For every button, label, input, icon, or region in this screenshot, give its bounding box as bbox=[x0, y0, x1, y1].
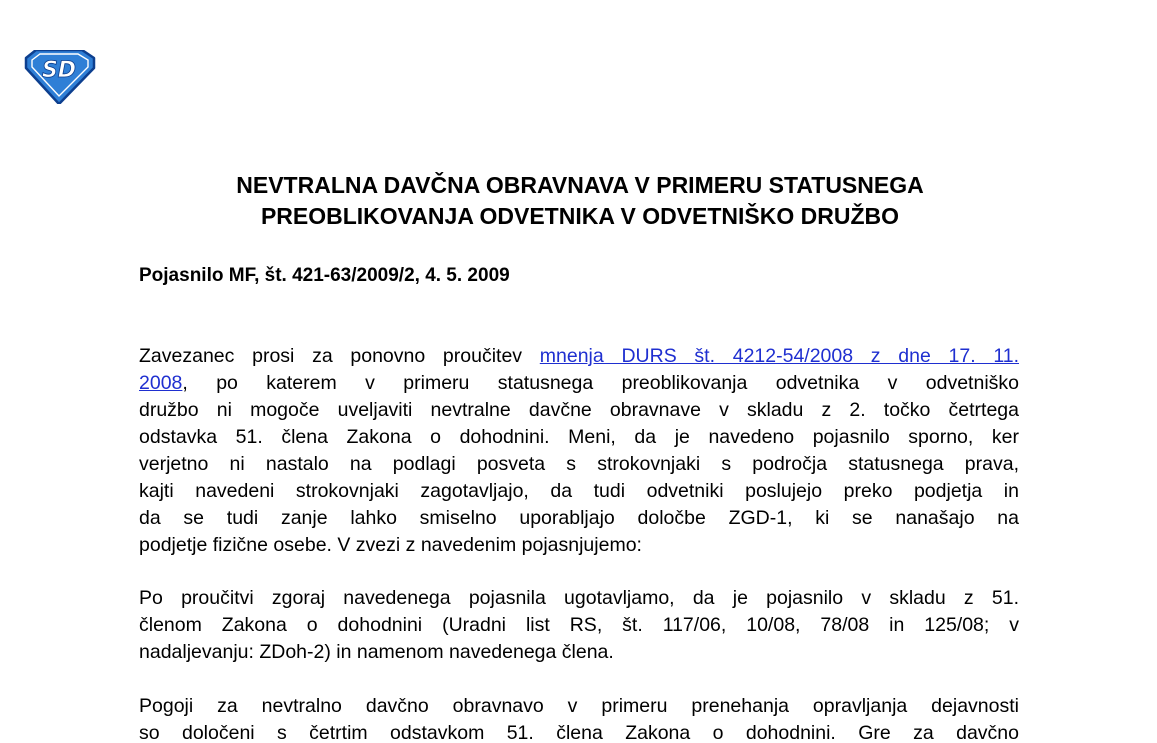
paragraph-line: odstavka 51. člena Zakona o dohodnini. Meni, da je navedeno pojasnilo sporno, ker bbox=[139, 426, 1019, 448]
paragraph-2 bbox=[139, 585, 1019, 666]
company-logo bbox=[22, 50, 96, 104]
paragraph-line: da se tudi zanje lahko smiselno uporabljajo določbe ZGD-1, ki se nanašajo na bbox=[139, 507, 1019, 529]
paragraph-line: členom Zakona o dohodnini (Uradni list RS, št. 117/06, 10/08, 78/08 in 125/08; v bbox=[139, 614, 1019, 636]
paragraph-line bbox=[139, 343, 1019, 370]
paragraph-line: podjetje fizične osebe. V zvezi z navedenim pojasnjujemo: bbox=[139, 534, 642, 556]
paragraph-line: kajti navedeni strokovnjaki zagotavljajo, da tudi odvetniki poslujejo preko podjetja in bbox=[139, 480, 1019, 502]
paragraph-line: so določeni s četrtim odstavkom 51. člena Zakona o dohodnini. Gre za davčno bbox=[139, 722, 1019, 743]
paragraph-3 bbox=[139, 693, 1019, 743]
durs-opinion-link-continued[interactable]: 2008 bbox=[139, 372, 183, 394]
logo-text: SD bbox=[41, 58, 77, 83]
paragraph-text: , po katerem v primeru statusnega preoblikovanja odvetnika v odvetniško bbox=[182, 372, 1019, 394]
paragraph-line: verjetno ni nastalo na podlagi posveta s strokovnjaki s področja statusnega prava, bbox=[139, 453, 1019, 475]
document-subtitle: Pojasnilo MF, št. 421-63/2009/2, 4. 5. 2009 bbox=[139, 265, 510, 286]
paragraph-line: družbo ni mogoče uveljaviti nevtralne davčne obravnave v skladu z 2. točko četrtega bbox=[139, 399, 1019, 421]
paragraph-line bbox=[139, 370, 1019, 397]
title-line-2: PREOBLIKOVANJA ODVETNIKA V ODVETNIŠKO DRUŽBO bbox=[260, 203, 900, 229]
paragraph-text: Zavezanec prosi za ponovno proučitev bbox=[139, 345, 540, 367]
paragraph-1 bbox=[139, 343, 1019, 559]
title-line-1: NEVTRALNA DAVČNA OBRAVNAVA V PRIMERU STATUSNEGA bbox=[236, 172, 924, 198]
paragraph-line: Po proučitvi zgoraj navedenega pojasnila ugotavljamo, da je pojasnilo v skladu z 51. bbox=[139, 587, 1019, 609]
paragraph-line: Pogoji za nevtralno davčno obravnavo v primeru prenehanja opravljanja dejavnosti bbox=[139, 695, 1019, 717]
document-title bbox=[80, 170, 1080, 232]
durs-opinion-link[interactable]: mnenja DURS št. 4212-54/2008 z dne 17. 11. bbox=[539, 345, 1020, 367]
paragraph-line: nadaljevanju: ZDoh-2) in namenom navedenega člena. bbox=[139, 641, 614, 663]
